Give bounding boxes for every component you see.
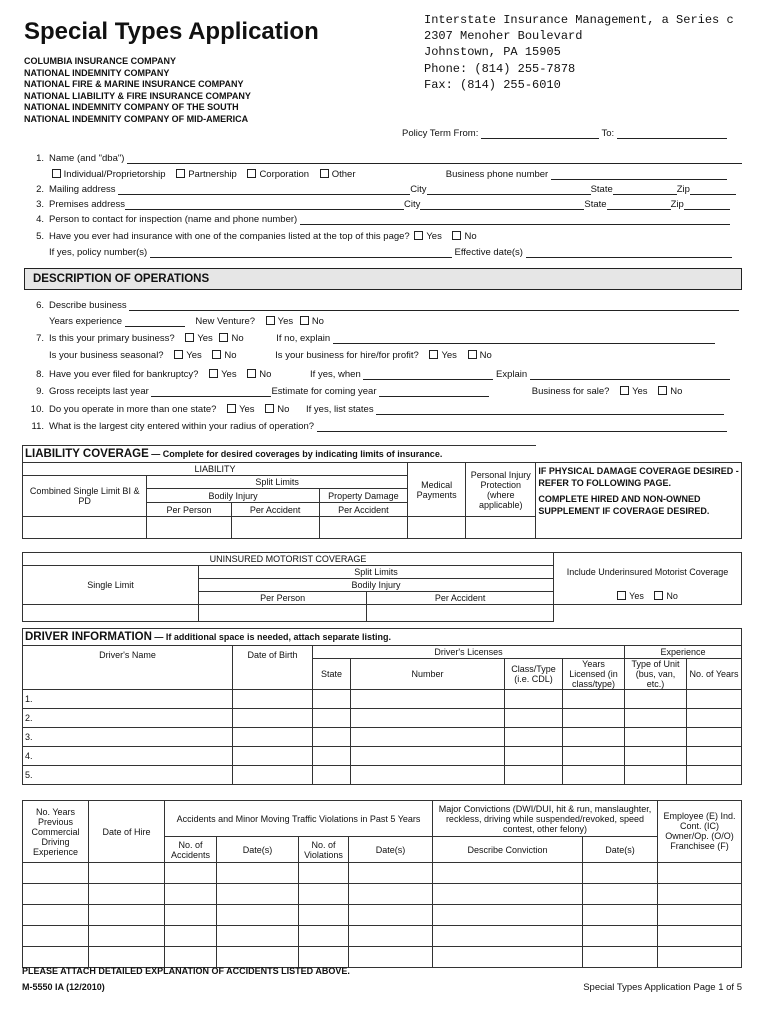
company-name: NATIONAL INDEMNITY COMPANY — [24, 67, 170, 78]
driver-cell[interactable] — [687, 709, 742, 728]
unit-type-header: Type of Unit (bus, van, etc.) — [625, 659, 687, 690]
combined-limit-header: Combined Single Limit BI & PD — [23, 476, 147, 517]
combined-limit-input[interactable] — [23, 517, 147, 539]
driver-cell[interactable] — [351, 728, 505, 747]
describe-conviction-header: Describe Conviction — [433, 837, 583, 863]
new-venture-no-checkbox[interactable] — [300, 316, 309, 325]
driver-cell[interactable] — [687, 766, 742, 785]
driver-row[interactable]: 3. — [23, 728, 233, 747]
bankrupt-explain-field[interactable] — [530, 370, 730, 380]
company-name: NATIONAL INDEMNITY COMPANY OF THE SOUTH — [24, 102, 239, 113]
employee-type-header: Employee (E) Ind. Cont. (IC) Owner/Op. (O/O) Franchisee (F) — [658, 801, 742, 863]
driver-cell[interactable] — [505, 747, 563, 766]
company-name: NATIONAL FIRE & MARINE INSURANCE COMPANY — [24, 79, 244, 90]
company-name: COLUMBIA INSURANCE COMPANY — [24, 56, 176, 66]
years-experience-row: Years experience New Venture? Yes No — [49, 316, 324, 327]
history-cell[interactable] — [433, 863, 583, 884]
history-cell[interactable] — [658, 884, 742, 905]
driver-cell[interactable] — [233, 728, 313, 747]
um-per-person-input[interactable] — [199, 605, 367, 622]
driver-cell[interactable] — [233, 766, 313, 785]
property-damage-header: Property Damage — [319, 489, 407, 503]
list-states-field[interactable] — [376, 405, 724, 415]
mailing-city-field[interactable] — [427, 185, 591, 195]
history-cell[interactable] — [217, 926, 299, 947]
licenses-header: Driver's Licenses — [313, 646, 625, 659]
hire-no-checkbox[interactable] — [468, 350, 477, 359]
driver-name-header: Driver's Name — [23, 646, 233, 690]
corporation-checkbox[interactable] — [247, 169, 256, 178]
driver-table — [22, 628, 742, 785]
hired-nonowned-note: COMPLETE HIRED AND NON-OWNED SUPPLEMENT IF COVERAGE DESIRED. — [538, 494, 710, 516]
question-9: 9. Gross receipts last year Estimate for coming year Business for sale? Yes No — [36, 386, 683, 397]
history-cell[interactable] — [89, 863, 165, 884]
states-no-checkbox[interactable] — [265, 404, 274, 413]
company-list — [24, 56, 251, 126]
history-cell[interactable] — [349, 884, 433, 905]
history-cell[interactable] — [23, 926, 89, 947]
premises-address-field[interactable] — [125, 200, 404, 210]
um-bodily-header: Bodily Injury — [199, 579, 554, 592]
policy-term — [402, 128, 727, 139]
dob-header: Date of Birth — [233, 646, 313, 690]
history-cell[interactable] — [23, 884, 89, 905]
driver-cell[interactable] — [563, 766, 625, 785]
history-cell[interactable] — [658, 926, 742, 947]
new-venture-yes-checkbox[interactable] — [266, 316, 275, 325]
history-cell[interactable] — [583, 926, 658, 947]
gross-receipts-field[interactable] — [151, 387, 271, 397]
form-number: M-5550 IA (12/2010) — [22, 982, 105, 992]
date-of-hire-header: Date of Hire — [89, 801, 165, 863]
driver-cell[interactable] — [687, 728, 742, 747]
pd-per-accident-input[interactable] — [319, 517, 407, 539]
driver-cell[interactable] — [313, 766, 351, 785]
history-cell[interactable] — [583, 863, 658, 884]
mailing-address-field[interactable] — [118, 185, 410, 195]
driver-title: DRIVER INFORMATION — [25, 631, 152, 643]
driver-cell[interactable] — [563, 709, 625, 728]
history-cell[interactable] — [165, 947, 217, 968]
history-cell[interactable] — [433, 884, 583, 905]
history-cell[interactable] — [299, 905, 349, 926]
question-5: 5. Have you ever had insurance with one of the companies listed at the top of this page? Yes No — [36, 231, 477, 242]
accident-dates-header: Date(s) — [217, 837, 299, 863]
history-cell[interactable] — [23, 905, 89, 926]
policy-to-field[interactable] — [617, 129, 727, 139]
describe-business-field[interactable] — [129, 301, 739, 311]
other-checkbox[interactable] — [320, 169, 329, 178]
history-cell[interactable] — [23, 863, 89, 884]
entity-type-row: Individual/Proprietorship Partnership Corporation Other Business phone number — [22, 169, 744, 182]
history-cell[interactable] — [433, 905, 583, 926]
years-experience-field[interactable] — [125, 317, 185, 327]
had-insurance-yes-checkbox[interactable] — [414, 231, 423, 240]
agency-address — [424, 12, 746, 93]
for-sale-yes-checkbox[interactable] — [620, 386, 629, 395]
driver-row[interactable]: 4. — [23, 747, 233, 766]
medical-payments-input[interactable] — [408, 517, 466, 539]
premises-state-field[interactable] — [607, 200, 671, 210]
history-cell[interactable] — [165, 863, 217, 884]
underinsured-yes-checkbox[interactable] — [617, 591, 626, 600]
history-cell[interactable] — [89, 884, 165, 905]
name-field[interactable] — [127, 154, 742, 164]
question-11: 11. What is the largest city entered within your radius of operation? — [22, 421, 744, 434]
history-cell[interactable] — [583, 905, 658, 926]
question-8: 8. Have you ever filed for bankruptcy? Yes No If yes, when Explain — [22, 369, 744, 382]
history-cell[interactable] — [165, 884, 217, 905]
state-header: State — [313, 659, 351, 690]
history-cell[interactable] — [349, 926, 433, 947]
history-cell[interactable] — [349, 863, 433, 884]
address-line: Johnstown, PA 15905 — [424, 45, 561, 60]
uninsured-motorist-table — [22, 552, 742, 622]
company-name: NATIONAL INDEMNITY COMPANY OF MID-AMERICA — [24, 113, 249, 124]
attach-note: PLEASE ATTACH DETAILED EXPLANATION OF ACCIDENTS LISTED ABOVE. — [22, 966, 350, 976]
liability-label: LIABILITY — [23, 463, 408, 476]
conviction-dates-header: Date(s) — [583, 837, 658, 863]
address-line: Fax: (814) 255-6010 — [424, 77, 561, 92]
question-4: 4. Person to contact for inspection (name and phone number) — [22, 214, 744, 227]
driver-cell[interactable] — [625, 709, 687, 728]
driver-cell[interactable] — [233, 690, 313, 709]
primary-yes-checkbox[interactable] — [185, 333, 194, 342]
history-cell[interactable] — [217, 947, 299, 968]
per-person-header: Per Person — [147, 503, 231, 517]
history-cell[interactable] — [165, 905, 217, 926]
question-10: 10. Do you operate in more than one state? Yes No If yes, list states — [22, 404, 744, 417]
bankrupt-yes-checkbox[interactable] — [209, 369, 218, 378]
history-cell[interactable] — [658, 947, 742, 968]
driver-cell[interactable] — [351, 747, 505, 766]
history-cell[interactable] — [299, 947, 349, 968]
individual-checkbox[interactable] — [52, 169, 61, 178]
history-cell[interactable] — [217, 905, 299, 926]
driver-cell[interactable] — [313, 690, 351, 709]
history-cell[interactable] — [433, 926, 583, 947]
bi-per-person-input[interactable] — [147, 517, 231, 539]
history-cell[interactable] — [89, 947, 165, 968]
states-yes-checkbox[interactable] — [227, 404, 236, 413]
policy-numbers-row: If yes, policy number(s) Effective date(s) — [22, 247, 744, 260]
driver-row[interactable]: 2. — [23, 709, 233, 728]
driver-cell[interactable] — [625, 690, 687, 709]
effective-dates-field[interactable] — [526, 248, 732, 258]
mailing-zip-field[interactable] — [690, 185, 736, 195]
history-cell[interactable] — [23, 947, 89, 968]
question-1: 1. Name (and "dba") — [22, 153, 744, 166]
underinsured-label: Include Underinsured Motorist Coverage — [566, 566, 729, 577]
liability-title: LIABILITY COVERAGE — [25, 448, 149, 460]
um-per-accident-input[interactable] — [367, 605, 554, 622]
history-cell[interactable] — [433, 947, 583, 968]
policy-from-label: Policy Term From: — [402, 128, 479, 139]
policy-numbers-field[interactable] — [150, 248, 452, 258]
partnership-checkbox[interactable] — [176, 169, 185, 178]
history-cell[interactable] — [217, 884, 299, 905]
no-years-header: No. of Years — [687, 659, 742, 690]
underinsured-no-checkbox[interactable] — [654, 591, 663, 600]
no-violations-header: No. of Violations — [299, 837, 349, 863]
history-cell[interactable] — [299, 863, 349, 884]
bankrupt-when-field[interactable] — [363, 370, 493, 380]
experience-header: Experience — [625, 646, 742, 659]
history-cell[interactable] — [583, 884, 658, 905]
driver-cell[interactable] — [351, 709, 505, 728]
company-name: NATIONAL LIABILITY & FIRE INSURANCE COMPANY — [24, 90, 251, 101]
driver-cell[interactable] — [351, 766, 505, 785]
liability-subtitle: — Complete for desired coverages by indicating limits of insurance. — [148, 449, 443, 459]
history-cell[interactable] — [165, 926, 217, 947]
years-licensed-header: Years Licensed (in class/type) — [563, 659, 625, 690]
driver-cell[interactable] — [687, 747, 742, 766]
number-header: Number — [351, 659, 505, 690]
driver-cell[interactable] — [625, 728, 687, 747]
driver-cell[interactable] — [233, 747, 313, 766]
pd-per-accident-header: Per Accident — [319, 503, 407, 517]
bi-per-accident-input[interactable] — [231, 517, 319, 539]
estimate-field[interactable] — [379, 387, 489, 397]
mailing-state-field[interactable] — [613, 185, 677, 195]
driver-cell[interactable] — [563, 690, 625, 709]
um-single-input[interactable] — [23, 605, 199, 622]
driver-cell[interactable] — [505, 690, 563, 709]
accidents-header: Accidents and Minor Moving Traffic Violations in Past 5 Years — [165, 801, 433, 837]
question-6: 6. Describe business — [22, 300, 744, 313]
driver-cell[interactable] — [351, 690, 505, 709]
driver-cell[interactable] — [313, 709, 351, 728]
um-per-person-header: Per Person — [199, 592, 367, 605]
driver-cell[interactable] — [313, 747, 351, 766]
primary-no-checkbox[interactable] — [219, 333, 228, 342]
premises-zip-field[interactable] — [684, 200, 730, 210]
address-line: Interstate Insurance Management, a Series c — [424, 13, 734, 27]
underinsured-cell: Include Underinsured Motorist Coverage Yes No — [554, 553, 742, 605]
um-single-limit-header: Single Limit — [23, 566, 199, 605]
um-per-accident-header: Per Accident — [367, 592, 554, 605]
driver-cell[interactable] — [505, 709, 563, 728]
pip-header: Personal Injury Protection (where applicable) — [466, 463, 536, 517]
business-phone-field[interactable] — [551, 170, 727, 180]
largest-city-field[interactable] — [317, 422, 727, 432]
seasonal-no-checkbox[interactable] — [212, 350, 221, 359]
years-previous-header: No. Years Previous Commercial Driving Experience — [23, 801, 89, 863]
driver-cell[interactable] — [505, 766, 563, 785]
address-line: 2307 Menoher Boulevard — [424, 29, 583, 44]
history-cell[interactable] — [299, 884, 349, 905]
seasonal-yes-checkbox[interactable] — [174, 350, 183, 359]
per-accident-header: Per Accident — [231, 503, 319, 517]
for-sale-no-checkbox[interactable] — [658, 386, 667, 395]
driver-cell[interactable] — [505, 728, 563, 747]
physical-damage-note: IF PHYSICAL DAMAGE COVERAGE DESIRED - REFER TO FOLLOWING PAGE. — [538, 466, 739, 488]
driver-cell[interactable] — [625, 747, 687, 766]
violation-dates-header: Date(s) — [349, 837, 433, 863]
history-cell[interactable] — [658, 863, 742, 884]
driver-cell[interactable] — [233, 709, 313, 728]
explain-no-field[interactable] — [333, 334, 715, 344]
page-title: Special Types Application — [24, 18, 319, 45]
premises-city-field[interactable] — [420, 200, 584, 210]
coverage-notes — [536, 463, 742, 539]
bankrupt-no-checkbox[interactable] — [247, 369, 256, 378]
major-convictions-header: Major Convictions (DWI/DUI, hit & run, manslaughter, reckless, driving while suspended/revoked, speed contest, other felony) — [433, 801, 658, 837]
split-limits-header: Split Limits — [147, 476, 408, 489]
page-number: Special Types Application Page 1 of 5 — [583, 982, 742, 993]
history-cell[interactable] — [349, 905, 433, 926]
history-cell[interactable] — [89, 926, 165, 947]
pip-input[interactable] — [466, 517, 536, 539]
um-split-header: Split Limits — [199, 566, 554, 579]
hire-yes-checkbox[interactable] — [429, 350, 438, 359]
policy-from-field[interactable] — [481, 129, 599, 139]
question-2: 2. Mailing address City State Zip — [22, 184, 744, 197]
description-heading: DESCRIPTION OF OPERATIONS — [24, 268, 742, 290]
history-cell[interactable] — [658, 905, 742, 926]
had-insurance-no-checkbox[interactable] — [452, 231, 461, 240]
contact-person-field[interactable] — [300, 215, 730, 225]
history-cell[interactable] — [299, 926, 349, 947]
policy-to-label: To: — [601, 128, 615, 139]
driver-subtitle: — If additional space is needed, attach separate listing. — [151, 632, 391, 642]
medical-payments-header: Medical Payments — [408, 463, 466, 517]
seasonal-row: Is your business seasonal? Yes No Is your business for hire/for profit? Yes No — [49, 350, 492, 361]
question-3: 3. Premises address City State Zip — [22, 199, 744, 212]
driving-history-table — [22, 800, 742, 968]
driver-row[interactable]: 5. — [23, 766, 233, 785]
driver-cell[interactable] — [313, 728, 351, 747]
driver-cell[interactable] — [687, 690, 742, 709]
um-title: UNINSURED MOTORIST COVERAGE — [23, 553, 554, 566]
bodily-injury-header: Bodily Injury — [147, 489, 319, 503]
history-cell[interactable] — [349, 947, 433, 968]
address-line: Phone: (814) 255-7878 — [424, 61, 576, 76]
history-cell[interactable] — [89, 905, 165, 926]
liability-table — [22, 445, 742, 539]
history-cell[interactable] — [217, 863, 299, 884]
driver-cell[interactable] — [625, 766, 687, 785]
driver-row[interactable]: 1. — [23, 690, 233, 709]
no-accidents-header: No. of Accidents — [165, 837, 217, 863]
history-cell[interactable] — [583, 947, 658, 968]
driver-cell[interactable] — [563, 728, 625, 747]
class-header: Class/Type (i.e. CDL) — [505, 659, 563, 690]
question-7: 7. Is this your primary business? Yes No If no, explain — [22, 333, 744, 346]
driver-cell[interactable] — [563, 747, 625, 766]
